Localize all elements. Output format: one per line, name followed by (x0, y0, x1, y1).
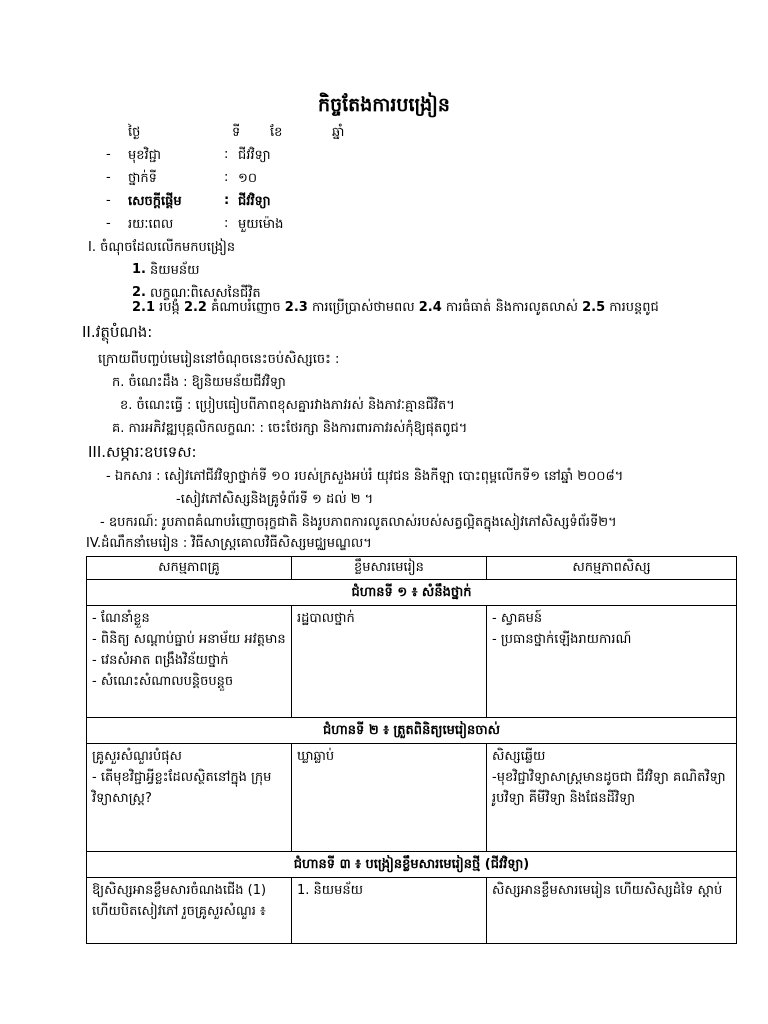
date-year-label: ឆ្នាំ (332, 125, 345, 140)
section-4-heading: IV.ដំណឹកនាំមេរៀន : វិធីសាស្រ្តគោលវិធីសិស្សមជ្ឈមណ្ឌល។ (86, 536, 372, 551)
date-month-label: ខែ (270, 125, 283, 140)
meta-label: ថ្នាក់ទី (128, 171, 157, 186)
section-1-item-text: និយមន័យ (150, 263, 200, 278)
table-row (87, 606, 737, 718)
lesson-table (86, 556, 737, 944)
header-teacher-activity: សកម្មភាពគ្រូ (87, 557, 292, 580)
cell-line: សិស្សអានខ្លឹមសារមេរៀន ហើយសិស្សដំទៃ ស្តាប់ (492, 883, 723, 898)
meta-value: មួយម៉ោង (238, 217, 284, 232)
subitem-text: ការបន្តពូជ (609, 300, 659, 315)
step-3-title: ជំហានទី ៣ ៖ បង្រៀនខ្លឹមសារមេរៀនថ្មី (ជីវវិទ្យា) (87, 852, 737, 878)
subitem-text: គំណាបរំញោច (211, 300, 281, 315)
subitem-number: 2.5 (582, 300, 606, 315)
meta-dash: - (106, 147, 111, 162)
subitem-text: ការធំធាត់ និងការលូតលាស់ (445, 300, 578, 315)
section-1-item-number: 1. (132, 262, 146, 277)
meta-sep: : (224, 170, 229, 185)
cell-line: គ្រូសួរសំណួរបំផុស (92, 749, 182, 764)
subitem-text: របង្កំ (159, 300, 180, 315)
cell-line: - ស្វាគមន៍ (492, 611, 543, 626)
table-row (87, 878, 737, 944)
meta-value: ជីវវិទ្យា (238, 148, 271, 163)
objective-skill: ខ. ចំណេះធ្វើ : ប្រៀបធៀបពីភាពខុសគ្នារវាងភាវរស់ និងភាវៈគ្មានជីវិត។ (120, 398, 455, 413)
date-number-label: ទី (232, 125, 241, 140)
section-1-heading: I. ចំណុចដែលលើកមកបង្រៀន (88, 240, 236, 255)
student-activity-cell (487, 878, 737, 944)
lesson-content-cell (292, 744, 487, 852)
header-lesson-content: ខ្លឹមសារមេរៀន (292, 557, 487, 580)
step-row (87, 718, 737, 744)
section-2-heading: II.វត្ថុបំណង: (82, 323, 153, 341)
teacher-activity-cell (87, 878, 292, 944)
cell-line: សិស្សឆ្លើយ (492, 749, 546, 764)
cell-line: - តើមុខវិជ្ជាអ្វីខ្លះដែលស្ថិតនៅក្នុង ក្រុម វិទ្យាសាស្ត្រ? (92, 770, 272, 806)
section-2-intro: ក្រោយពីបញ្ចប់មេរៀននៅចំណុចនេះចប់សិស្សចេះ : (98, 352, 340, 367)
cell-line: - ណែនាំខ្លួន (92, 611, 150, 626)
meta-label: សេចក្តីផ្តើម (128, 194, 182, 209)
teacher-activity-cell (87, 744, 292, 852)
materials-documents-2: -សៀវភៅសិស្សនិងគ្រូទំព័រទី ១ ដល់ ២ ។ (176, 492, 374, 507)
teacher-activity-cell (87, 606, 292, 718)
step-row (87, 852, 737, 878)
table-header-row (87, 557, 737, 580)
cell-line: -មុខវិជ្ជាវិទ្យាសាស្ត្រមានដូចជា ជីវវិទ្យា គណិតវិទ្យា រូបវិទ្យា គីមីវិទ្យា និងផែនដីវិទ្យា (492, 770, 726, 806)
subitem-number: 2.3 (284, 300, 308, 315)
meta-dash: - (106, 216, 111, 231)
cell-line: - ពិនិត្យ សណ្តាប់ធ្នាប់ អនាម័យ អវត្តមាន (92, 632, 286, 647)
meta-sep: : (224, 193, 230, 208)
date-day-label: ថ្ងៃ (128, 125, 141, 140)
meta-sep: : (224, 216, 229, 231)
step-2-title: ជំហានទី ២ ៖ ត្រួតពិនិត្យមេរៀនចាស់ (87, 718, 737, 744)
materials-tools: - ឧបករណ៍: រូបភាពគំណាបរំញោចរុក្ខជាតិ និងរូបភាពការលូតលាស់របស់សត្វល្អិតក្នុងសៀវភៅសិស្សទំព័រទី២។ (100, 515, 617, 530)
step-row (87, 580, 737, 606)
meta-value: ជីវវិទ្យា (238, 194, 271, 209)
section-3-heading: III.សម្ភារៈឧបទេស: (88, 443, 197, 461)
subitem-text: ការប្រើប្រាស់ថាមពល (311, 300, 415, 315)
meta-dash: - (106, 170, 111, 185)
meta-sep: : (224, 147, 229, 162)
subitem-number: 2.4 (418, 300, 442, 315)
header-student-activity: សកម្មភាពសិស្ស (487, 557, 737, 580)
cell-line: - សំណេះសំណាលបន្តិចបន្តួច (92, 674, 234, 689)
section-1-item-number: 2. (132, 285, 146, 300)
document-title: កិច្ចតែងការបង្រៀន (318, 94, 450, 116)
section-1-item-text: លក្ខណៈពិសេសនៃជីវិត (150, 286, 261, 301)
cell-line: ឃ្លាឆ្លាប់ (297, 749, 335, 764)
meta-value: ១០ (238, 171, 258, 186)
cell-line: - ប្រធានថ្នាក់ឡើងរាយការណ៍ (492, 632, 632, 647)
lesson-content-cell (292, 606, 487, 718)
meta-dash: - (106, 193, 111, 208)
subitem-number: 2.2 (183, 300, 207, 315)
cell-line: រដ្ឋបាលថ្នាក់ (297, 611, 355, 626)
objective-attitude: គ. ការអភិវឌ្ឍបុគ្គលិកលក្ខណៈ : ចេះថែរក្សា និងការពារភាវរស់កុំឱ្យផុតពូជ។ (112, 421, 468, 436)
materials-documents: - ឯកសារ : សៀវភៅជីវវិទ្យាថ្នាក់ទី ១០ របស់ក្រសួងអប់រំ យុវជន និងកីឡា បោះពុម្ពលើកទី១ នៅឆ្នាំ ២០០៨។ (106, 469, 624, 484)
cell-line: ឱ្យសិស្សអានខ្លឹមសារចំណងជើង (1) ហើយបិតសៀវភៅ រួចគ្រូសួរសំណួរ ៖ (92, 883, 267, 919)
cell-line: - វេនសំអាត ពង្រឹងវិន័យថ្នាក់ (92, 653, 229, 668)
section-1-subitems (132, 299, 659, 318)
student-activity-cell (487, 606, 737, 718)
student-activity-cell (487, 744, 737, 852)
meta-label: មុខវិជ្ជា (128, 148, 162, 163)
objective-knowledge: ក. ចំណេះដឹង : ឱ្យនិយមន័យជីវវិទ្យា (112, 375, 286, 390)
table-row (87, 744, 737, 852)
step-1-title: ជំហានទី ១ ៖ សំនឹងថ្នាក់ (87, 580, 737, 606)
lesson-content-cell (292, 878, 487, 944)
subitem-number: 2.1 (132, 300, 156, 315)
cell-line: 1. និយមន័យ (297, 883, 364, 898)
meta-label: រយៈពេល (128, 217, 174, 232)
